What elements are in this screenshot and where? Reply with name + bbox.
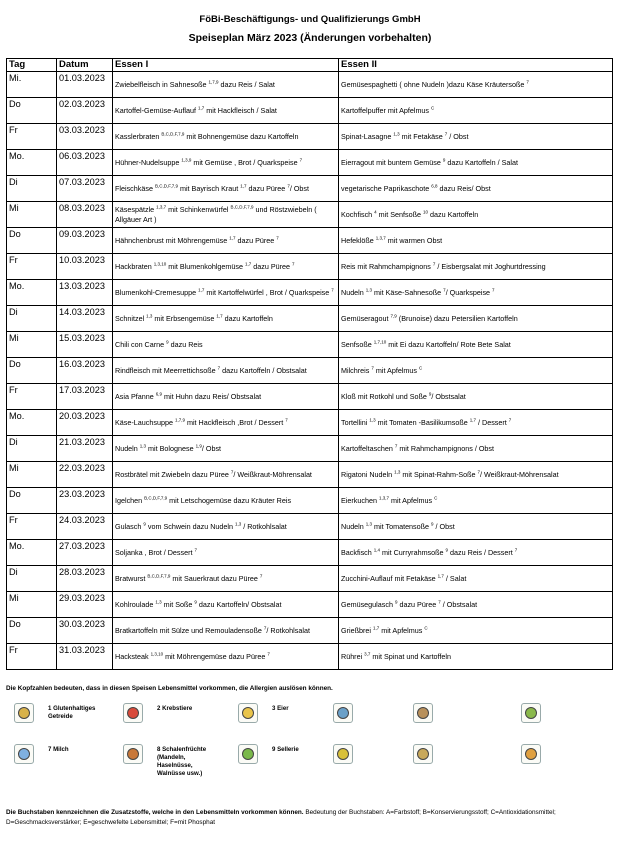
meal-2-cell: Rigatoni Nudeln $^{1,3}$ mit Spinat-Rahm-Soße $^7$/ Weißkraut-Möhrensalat <box>339 462 613 488</box>
date-cell: 27.03.2023 <box>57 540 113 566</box>
meal-1-cell: Igelchen $^{B,C,D,F,7,9}$ mit Letschogemüse dazu Kräuter Reis <box>113 488 339 514</box>
table-row <box>7 124 613 150</box>
fish-icon <box>333 703 353 723</box>
meal-2-cell: Hefeklöße $^{1,3,7}$ mit warmen Obst <box>339 228 613 254</box>
milk-icon <box>14 744 34 764</box>
day-cell: Do <box>7 228 57 254</box>
table-row <box>7 436 613 462</box>
meal-1-cell: Käsespätzle $^{1,3,7}$ mit Schinkenwürfel $^{B,C,D,F,7,9}$ und Röstzwiebeln ( Allgäuer Art ) <box>113 202 339 228</box>
egg-icon <box>238 703 258 723</box>
meal-1-cell: Schnitzel $^{1,3}$ mit Erbsengemüse $^{1,7}$ dazu Kartoffeln <box>113 306 339 332</box>
meal-2-cell: Nudeln $^{1,3}$ mit Käse-Sahnesoße $^7$/ Quarkspeise $^7$ <box>339 280 613 306</box>
meal-1-cell: Hähnchenbrust mit Möhrengemüse $^{1,7}$ dazu Püree $^7$ <box>113 228 339 254</box>
date-cell: 23.03.2023 <box>57 488 113 514</box>
meal-1-cell: Asia Pfanne $^{6,9}$ mit Huhn dazu Reis/ Obstsalat <box>113 384 339 410</box>
meal-2-cell: Grießbrei $^{1,7}$ mit Apfelmus $^C$ <box>339 618 613 644</box>
allergen-item <box>333 744 353 764</box>
day-cell: Mo. <box>7 410 57 436</box>
date-cell: 24.03.2023 <box>57 514 113 540</box>
celery-icon <box>238 744 258 764</box>
column-header-essen2: Essen II <box>339 59 613 72</box>
meal-1-cell: Kartoffel-Gemüse-Auflauf $^{1,7}$ mit Hackfleisch / Salat <box>113 98 339 124</box>
day-cell: Mi <box>7 462 57 488</box>
meal-2-cell: Reis mit Rahmchampignons $^7$ / Eisbergsalat mit Joghurtdressing <box>339 254 613 280</box>
column-header-datum: Datum <box>57 59 113 72</box>
meal-2-cell: Gemüsespaghetti ( ohne Nudeln )dazu Käse Kräutersoße $^7$ <box>339 72 613 98</box>
column-header-tag: Tag <box>7 59 57 72</box>
meal-1-cell: Bratwurst $^{B,C,D,F,7,9}$ mit Sauerkraut dazu Püree $^7$ <box>113 566 339 592</box>
day-cell: Mi <box>7 332 57 358</box>
date-cell: 07.03.2023 <box>57 176 113 202</box>
meal-2-cell: Senfsoße $^{1,7,10}$ mit Ei dazu Kartoffeln/ Rote Bete Salat <box>339 332 613 358</box>
meal-2-cell: Rührei $^{3,7}$ mit Spinat und Kartoffeln <box>339 644 613 670</box>
additives-note <box>6 808 606 828</box>
date-cell: 20.03.2023 <box>57 410 113 436</box>
meal-2-cell: Backfisch $^{1,4}$ mit Curryrahmsoße $^9$ dazu Reis / Dessert $^7$ <box>339 540 613 566</box>
wheat-icon <box>14 703 34 723</box>
allergen-item <box>413 744 433 764</box>
table-row <box>7 306 613 332</box>
day-cell: Fr <box>7 514 57 540</box>
soy-icon <box>521 703 541 723</box>
table-row <box>7 644 613 670</box>
meal-2-cell: Eierragout mit buntem Gemüse $^9$ dazu Kartoffeln / Salat <box>339 150 613 176</box>
date-cell: 21.03.2023 <box>57 436 113 462</box>
table-row <box>7 280 613 306</box>
allergen-item <box>521 744 541 764</box>
table-row <box>7 514 613 540</box>
meal-1-cell: Soljanka , Brot / Dessert $^7$ <box>113 540 339 566</box>
mustard-icon <box>333 744 353 764</box>
table-header-row <box>7 59 613 72</box>
meal-2-cell: Gemüseragout $^{7,9}$ (Brunoise) dazu Petersilien Kartoffeln <box>339 306 613 332</box>
table-row <box>7 566 613 592</box>
day-cell: Fr <box>7 254 57 280</box>
date-cell: 10.03.2023 <box>57 254 113 280</box>
menu-table <box>6 58 613 670</box>
table-row <box>7 176 613 202</box>
meal-2-cell: Tortellini $^{1,3}$ mit Tomaten -Basilikumsoße $^{1,7}$ / Dessert $^7$ <box>339 410 613 436</box>
date-cell: 13.03.2023 <box>57 280 113 306</box>
allergen-label: 2 Krebstiere <box>157 705 193 712</box>
peanut-icon <box>413 703 433 723</box>
table-row <box>7 228 613 254</box>
day-cell: Mo. <box>7 540 57 566</box>
organization-name: FöBi-Beschäftigungs- und Qualifizierungs GmbH <box>199 14 421 25</box>
day-cell: Fr <box>7 644 57 670</box>
meal-1-cell: Zwiebelfleisch in Sahnesoße $^{1,7,9}$ dazu Reis / Salat <box>113 72 339 98</box>
day-cell: Do <box>7 488 57 514</box>
meal-2-cell: Kloß mit Rotkohl und Soße $^9$/ Obstsalat <box>339 384 613 410</box>
table-row <box>7 98 613 124</box>
date-cell: 22.03.2023 <box>57 462 113 488</box>
sulfite-icon <box>521 744 541 764</box>
allergen-item <box>123 703 192 723</box>
page-title: Speiseplan März 2023 (Änderungen vorbehalten) <box>188 32 432 44</box>
allergen-label: 9 Sellerie <box>272 746 299 753</box>
table-row <box>7 332 613 358</box>
day-cell: Di <box>7 176 57 202</box>
day-cell: Fr <box>7 124 57 150</box>
table-row <box>7 202 613 228</box>
table-row <box>7 254 613 280</box>
sesame-icon <box>413 744 433 764</box>
meal-1-cell: Hühner-Nudelsuppe $^{1,3,9}$ mit Gemüse , Brot / Quarkspeise $^7$ <box>113 150 339 176</box>
meal-1-cell: Fleischkäse $^{B,C,D,F,7,9}$ mit Bayrisch Kraut $^{1,7}$ dazu Püree $^7$/ Obst <box>113 176 339 202</box>
date-cell: 28.03.2023 <box>57 566 113 592</box>
allergen-item <box>521 703 541 723</box>
day-cell: Mi <box>7 202 57 228</box>
meal-2-cell: Nudeln $^{1,3}$ mit Tomatensoße $^9$ / Obst <box>339 514 613 540</box>
meal-2-cell: Kartoffeltaschen $^7$ mit Rahmchampignons / Obst <box>339 436 613 462</box>
table-row <box>7 488 613 514</box>
table-row <box>7 540 613 566</box>
meal-1-cell: Nudeln $^{1,3}$ mit Bolognese $^{1,9}$/ Obst <box>113 436 339 462</box>
date-cell: 31.03.2023 <box>57 644 113 670</box>
meal-1-cell: Käse-Lauchsuppe $^{1,7,9}$ mit Hackfleisch ,Brot / Dessert $^7$ <box>113 410 339 436</box>
meal-2-cell: Eierkuchen $^{1,3,7}$ mit Apfelmus $^C$ <box>339 488 613 514</box>
day-cell: Mo. <box>7 280 57 306</box>
allergen-label: 8 Schalenfrüchte (Mandeln, Haselnüsse, Walnüsse usw.) <box>157 746 207 777</box>
meal-2-cell: Kochfisch $^4$ mit Senfsoße $^{10}$ dazu Kartoffeln <box>339 202 613 228</box>
meal-2-cell: Milchreis $^7$ mit Apfelmus $^C$ <box>339 358 613 384</box>
date-cell: 14.03.2023 <box>57 306 113 332</box>
day-cell: Di <box>7 436 57 462</box>
date-cell: 29.03.2023 <box>57 592 113 618</box>
day-cell: Mo. <box>7 150 57 176</box>
day-cell: Mi. <box>7 72 57 98</box>
meal-2-cell: vegetarische Paprikaschote $^{6,8}$ dazu Reis/ Obst <box>339 176 613 202</box>
allergen-label: 7 Milch <box>48 746 69 753</box>
date-cell: 17.03.2023 <box>57 384 113 410</box>
meal-1-cell: Hackbraten $^{1,3,10}$ mit Blumenkohlgemüse $^{1,7}$ dazu Püree $^7$ <box>113 254 339 280</box>
day-cell: Di <box>7 566 57 592</box>
legend-intro: Die Kopfzahlen bedeuten, dass in diesen Speisen Lebensmittel vorkommen, die Allergien auslösen können. <box>6 685 333 692</box>
allergen-item <box>14 744 69 764</box>
table-row <box>7 592 613 618</box>
date-cell: 30.03.2023 <box>57 618 113 644</box>
allergen-label: 1 Glutenhaltiges Getreide <box>48 705 96 720</box>
date-cell: 02.03.2023 <box>57 98 113 124</box>
table-row <box>7 462 613 488</box>
day-cell: Do <box>7 98 57 124</box>
allergen-item <box>238 703 289 723</box>
day-cell: Fr <box>7 384 57 410</box>
allergen-item <box>413 703 433 723</box>
meal-1-cell: Gulasch $^9$ vom Schwein dazu Nudeln $^{1,3}$ / Rotkohlsalat <box>113 514 339 540</box>
date-cell: 09.03.2023 <box>57 228 113 254</box>
meal-1-cell: Rindfleisch mit Meerrettichsoße $^7$ dazu Kartoffeln / Obstsalat <box>113 358 339 384</box>
nut-icon <box>123 744 143 764</box>
table-row <box>7 150 613 176</box>
meal-2-cell: Spinat-Lasagne $^{1,3}$ mit Fetakäse $^7$ / Obst <box>339 124 613 150</box>
allergen-label: 3 Eier <box>272 705 289 712</box>
additives-note-text: Bedeutung der Buchstaben: A=Farbstoff; B=Konservierungsstoff; C=Antioxidationsmittel; D=Geschmacksverstärker; E=geschwefelte Lebensmittel; F=mit Phosphat <box>6 809 556 826</box>
date-cell: 01.03.2023 <box>57 72 113 98</box>
meal-2-cell: Zucchini-Auflauf mit Fetakäse $^{1,7}$ / Salat <box>339 566 613 592</box>
meal-1-cell: Blumenkohl-Cremesuppe $^{1,7}$ mit Kartoffelwürfel , Brot / Quarkspeise $^7$ <box>113 280 339 306</box>
meal-2-cell: Gemüsegulasch $^9$ dazu Püree $^7$ / Obstsalat <box>339 592 613 618</box>
table-row <box>7 410 613 436</box>
allergen-item <box>14 703 98 723</box>
meal-1-cell: Kohlroulade $^{1,3}$ mit Soße $^9$ dazu Kartoffeln/ Obstsalat <box>113 592 339 618</box>
column-header-essen1: Essen I <box>113 59 339 72</box>
crab-icon <box>123 703 143 723</box>
allergen-item <box>238 744 299 764</box>
menu-table-body <box>7 72 613 670</box>
meal-1-cell: Bratkartoffeln mit Sülze und Remouladensoße $^7$/ Rotkohlsalat <box>113 618 339 644</box>
table-row <box>7 618 613 644</box>
table-row <box>7 384 613 410</box>
day-cell: Mi <box>7 592 57 618</box>
day-cell: Do <box>7 618 57 644</box>
date-cell: 16.03.2023 <box>57 358 113 384</box>
date-cell: 06.03.2023 <box>57 150 113 176</box>
table-row <box>7 72 613 98</box>
meal-2-cell: Kartoffelpuffer mit Apfelmus $^C$ <box>339 98 613 124</box>
meal-1-cell: Hacksteak $^{1,3,10}$ mit Möhrengemüse dazu Püree $^7$ <box>113 644 339 670</box>
day-cell: Do <box>7 358 57 384</box>
allergen-item <box>333 703 353 723</box>
allergen-item <box>123 744 209 778</box>
date-cell: 08.03.2023 <box>57 202 113 228</box>
date-cell: 15.03.2023 <box>57 332 113 358</box>
day-cell: Di <box>7 306 57 332</box>
date-cell: 03.03.2023 <box>57 124 113 150</box>
meal-1-cell: Kasslerbraten $^{B,C,D,F,7,9}$ mit Bohnengemüse dazu Kartoffeln <box>113 124 339 150</box>
meal-1-cell: Chili con Carne $^9$ dazu Reis <box>113 332 339 358</box>
additives-note-title: Die Buchstaben kennzeichnen die Zusatzstoffe, welche in den Lebensmitteln vorkommen können. <box>6 809 304 816</box>
table-row <box>7 358 613 384</box>
meal-1-cell: Rostbrätel mit Zwiebeln dazu Püree $^7$/ Weißkraut-Möhrensalat <box>113 462 339 488</box>
